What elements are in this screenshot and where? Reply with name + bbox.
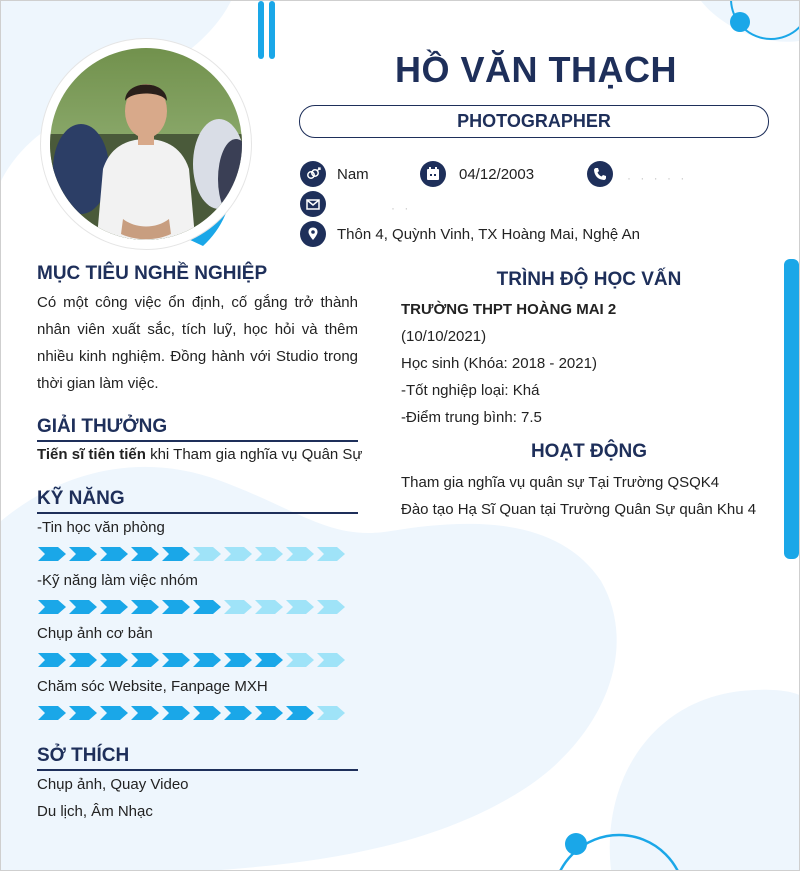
profile-photo <box>41 39 251 249</box>
email-value: · · <box>391 201 412 215</box>
skill-chevron-filled <box>161 599 192 615</box>
phone-value: · · · · · <box>627 171 688 185</box>
skill-chevron-filled <box>223 705 254 721</box>
skill-chevron-empty <box>254 546 285 562</box>
skill-chevron-filled <box>130 599 161 615</box>
skill-chevron-empty <box>285 599 316 615</box>
skill-chevron-empty <box>316 546 347 562</box>
skill-chevron-filled <box>130 546 161 562</box>
skill-chevron-filled <box>192 705 223 721</box>
skill-chevron-filled <box>223 652 254 668</box>
skill-chevron-filled <box>37 705 68 721</box>
mail-icon <box>300 191 326 217</box>
skill-chevron-filled <box>68 705 99 721</box>
right-edge-bar <box>784 259 799 559</box>
gender-icon <box>300 161 326 187</box>
school-name: TRƯỜNG THPT HOÀNG MAI 2 <box>401 301 617 318</box>
skill-chevron-filled <box>130 652 161 668</box>
objective-line: nhân viên xuất sắc, tích luỹ, học hỏi và thêm <box>37 321 358 338</box>
top-right-dot <box>730 12 750 32</box>
skill-chevron-empty <box>192 546 223 562</box>
skill-chevron-filled <box>37 599 68 615</box>
bottom-right-blob <box>610 690 799 870</box>
skill-chevron-empty <box>285 652 316 668</box>
skill-chevron-filled <box>68 652 99 668</box>
education-line: -Tốt nghiệp loại: Khá <box>401 382 540 399</box>
objective-line: thời gian làm việc. <box>37 375 159 392</box>
address-value: Thôn 4, Quỳnh Vinh, TX Hoàng Mai, Nghệ An <box>337 226 640 243</box>
skill-chevron-filled <box>99 599 130 615</box>
skill-chevron-empty <box>254 599 285 615</box>
top-right-blob <box>701 1 799 42</box>
education-line: Học sinh (Khóa: 2018 - 2021) <box>401 355 597 372</box>
skill-chevron-filled <box>37 546 68 562</box>
skill-chevron-filled <box>254 652 285 668</box>
skill-bar <box>37 599 349 615</box>
top-bar-1 <box>258 1 264 59</box>
top-bar-2 <box>269 1 275 59</box>
skill-chevron-filled <box>68 599 99 615</box>
phone-icon <box>587 161 613 187</box>
skill-chevron-filled <box>254 705 285 721</box>
activities-heading: HOẠT ĐỘNG <box>530 441 648 462</box>
hobby-item: Chụp ảnh, Quay Video <box>37 776 189 793</box>
gender-value: Nam <box>337 166 369 183</box>
skill-chevron-filled <box>161 705 192 721</box>
skill-chevron-filled <box>130 705 161 721</box>
education-heading: TRÌNH ĐỘ HỌC VẤN <box>496 269 682 290</box>
job-title: PHOTOGRAPHER <box>299 105 769 138</box>
skill-chevron-empty <box>223 599 254 615</box>
skill-bar <box>37 705 349 721</box>
skill-chevron-empty <box>316 652 347 668</box>
skill-chevron-filled <box>192 652 223 668</box>
skill-chevron-filled <box>37 652 68 668</box>
skill-chevron-empty <box>223 546 254 562</box>
skill-chevron-filled <box>99 546 130 562</box>
skill-chevron-filled <box>99 652 130 668</box>
skill-chevron-filled <box>68 546 99 562</box>
skills-heading: KỸ NĂNG <box>37 488 125 509</box>
skill-chevron-filled <box>161 546 192 562</box>
hobby-item: Du lịch, Âm Nhạc <box>37 803 153 820</box>
objective-line: nhiều kinh nghiệm. Đồng hành với Studio trong <box>37 348 358 365</box>
skill-chevron-filled <box>192 599 223 615</box>
skill-name: -Tin học văn phòng <box>37 519 165 536</box>
skill-chevron-filled <box>285 705 316 721</box>
education-line: -Điểm trung bình: 7.5 <box>401 409 542 426</box>
birthday-value: 04/12/2003 <box>459 166 535 183</box>
awards-text <box>37 441 362 468</box>
skill-name: Chụp ảnh cơ bản <box>37 625 153 642</box>
education-line: (10/10/2021) <box>401 328 487 345</box>
skill-bar <box>37 546 349 562</box>
profile-photo-frame <box>41 39 251 249</box>
bottom-dot <box>565 833 587 855</box>
objective-heading: MỤC TIÊU NGHỀ NGHIỆP <box>37 263 268 284</box>
hobbies-heading: SỞ THÍCH <box>37 745 130 766</box>
award-detail: khi Tham gia nghĩa vụ Quân Sự <box>145 446 363 463</box>
skill-chevron-empty <box>316 599 347 615</box>
candidate-name: HỒ VĂN THẠCH <box>395 49 677 90</box>
location-icon <box>300 221 326 247</box>
objective-text <box>37 289 358 397</box>
skill-chevron-filled <box>161 652 192 668</box>
skill-name: Chăm sóc Website, Fanpage MXH <box>37 678 268 695</box>
awards-heading: GIẢI THƯỞNG <box>37 416 168 437</box>
skill-bar <box>37 652 349 668</box>
skill-chevron-empty <box>285 546 316 562</box>
skill-chevron-empty <box>316 705 347 721</box>
activity-line: Tham gia nghĩa vụ quân sự Tại Trường QSQK4 <box>401 474 720 491</box>
award-title: Tiến sĩ tiên tiến <box>37 446 146 463</box>
calendar-icon <box>420 161 446 187</box>
skill-chevron-filled <box>99 705 130 721</box>
objective-line: Có một công việc ổn định, cố gắng trở thành <box>37 294 358 311</box>
skill-name: -Kỹ năng làm việc nhóm <box>37 572 198 589</box>
activity-line: Đào tạo Hạ Sĩ Quan tại Trường Quân Sự quân Khu 4 <box>401 501 757 518</box>
